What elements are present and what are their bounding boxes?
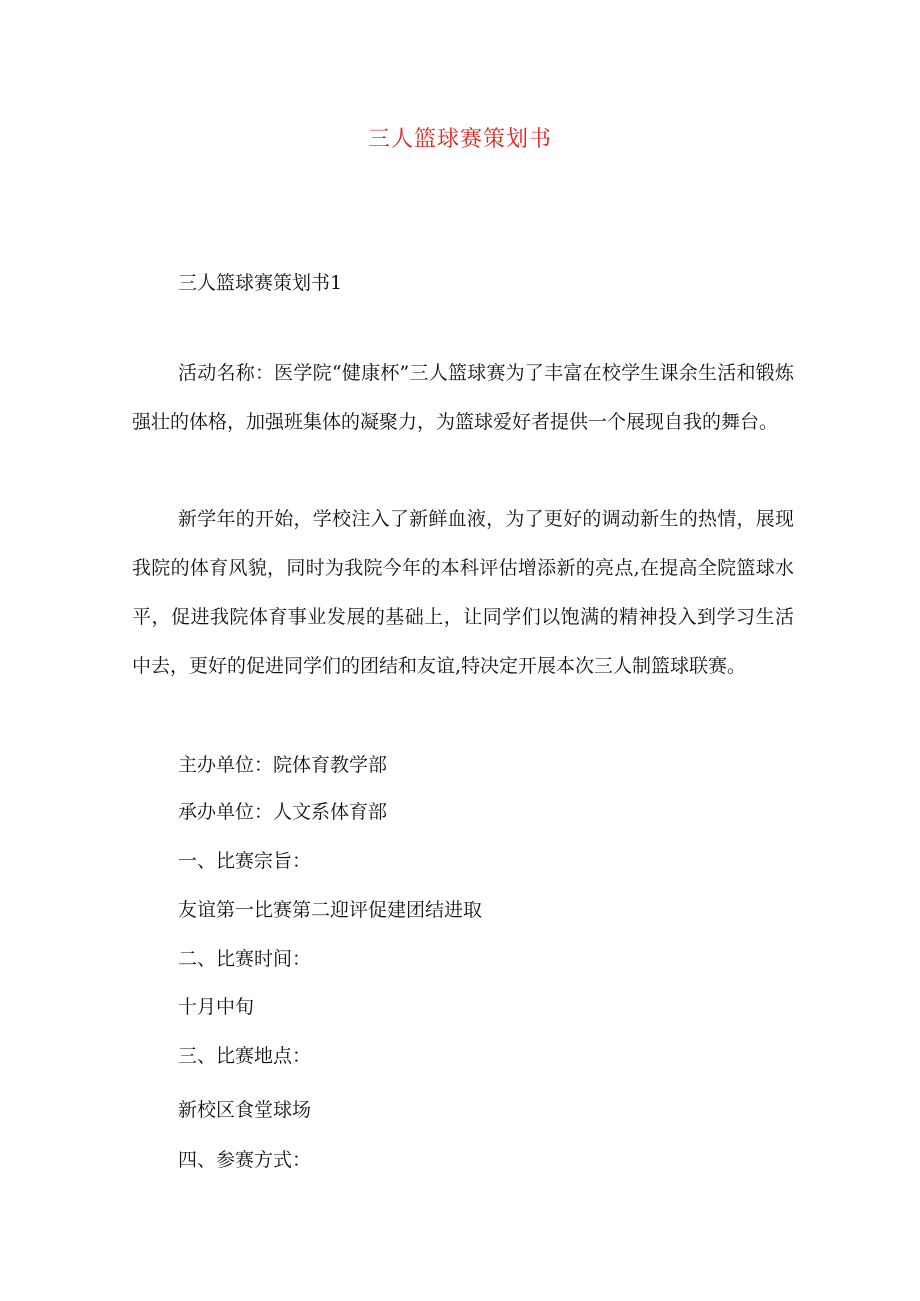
heading-purpose: 一、比赛宗旨： <box>178 850 312 872</box>
line-co-organizer: 承办单位：人文系体育部 <box>178 801 388 823</box>
paragraph-activity-name: 活动名称：医学院“健康杯”三人篮球赛为了丰富在校学生课余生活和锻炼强壮的体格，加强班集体的凝聚力，为篮球爱好者提供一个展现自我的舞台。 <box>132 362 794 433</box>
section-subtitle: 三人篮球赛策划书1 <box>178 272 343 294</box>
line-organizer: 主办单位：院体育教学部 <box>178 754 388 776</box>
heading-participation: 四、参赛方式： <box>178 1149 312 1171</box>
document-title: 三人篮球赛策划书 <box>367 127 552 152</box>
line-time: 十月中旬 <box>178 996 255 1018</box>
line-purpose: 友谊第一比赛第二迎评促建团结进取 <box>178 899 483 921</box>
heading-time: 二、比赛时间： <box>178 948 312 970</box>
paragraph-background: 新学年的开始，学校注入了新鲜血液，为了更好的调动新生的热情，展现我院的体育风貌，同时为我院今年的本科评估增添新的亮点,在提高全院篮球水平，促进我院体育事业发展的基础上，让同学们以饱满的精神投入到学习生活中去，更好的促进同学们的团结和友谊,特决定开展本次三人制篮球联赛。 <box>132 508 794 677</box>
line-location: 新校区食堂球场 <box>178 1099 312 1121</box>
heading-location: 三、比赛地点： <box>178 1045 312 1067</box>
